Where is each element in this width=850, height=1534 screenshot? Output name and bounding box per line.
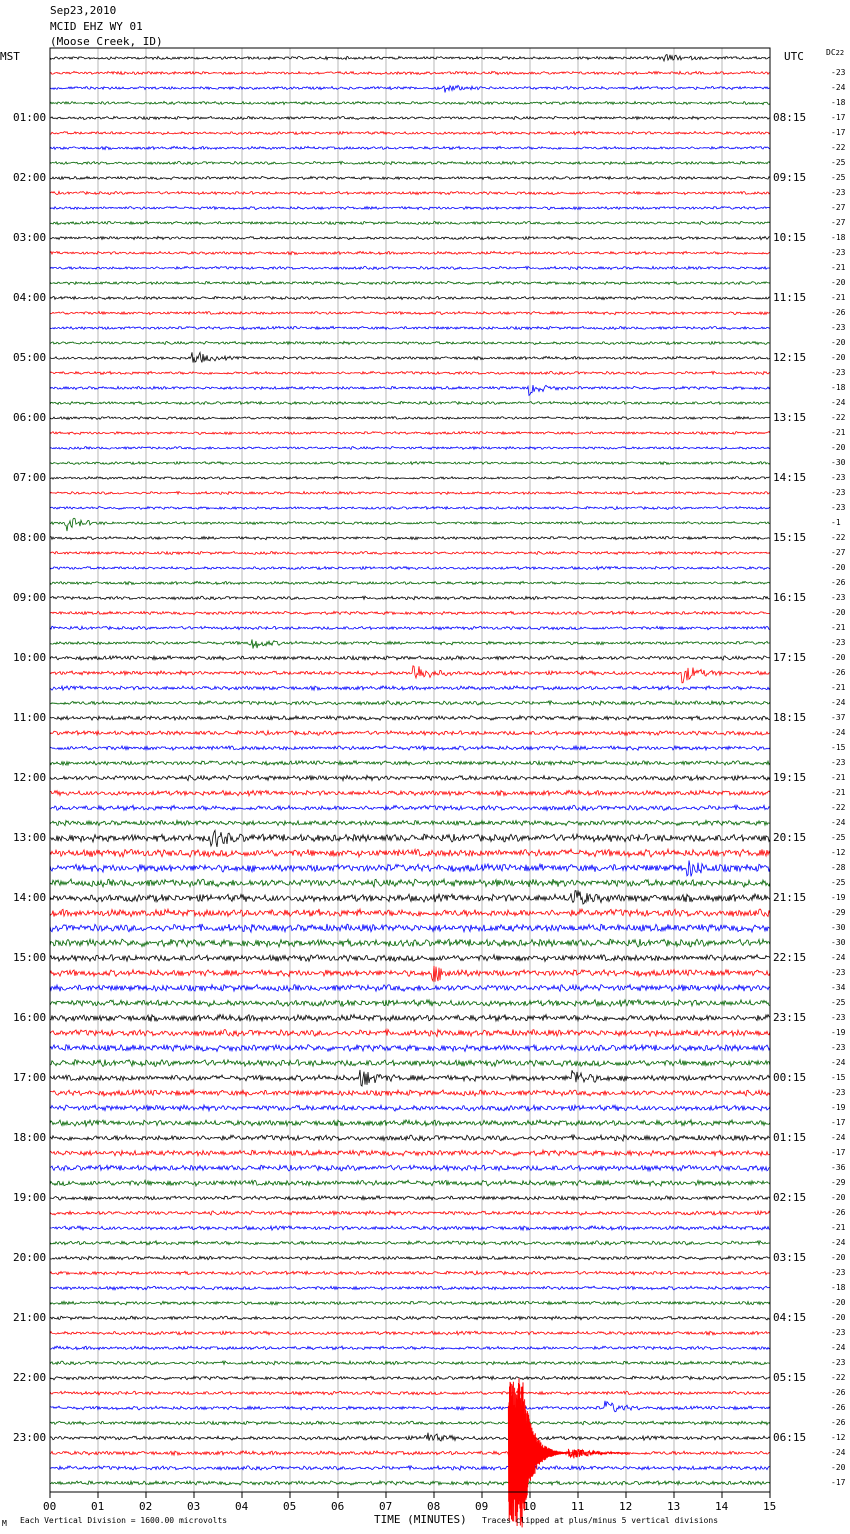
- trace-blue: [50, 266, 770, 269]
- utc-hour-label: 04:15: [773, 1311, 807, 1324]
- utc-hour-label: 15:15: [773, 531, 807, 544]
- utc-hour-label: 02:15: [773, 1191, 807, 1204]
- trace-green: [50, 462, 770, 465]
- mst-hour-label: 17:00: [13, 1071, 47, 1084]
- dc-offset-label: -17: [831, 1118, 846, 1127]
- trace-green: [50, 1060, 770, 1067]
- dc-offset-label: -26: [831, 1418, 846, 1427]
- trace-red: [50, 1391, 770, 1395]
- mst-hour-label: 10:00: [13, 651, 47, 664]
- trace-black: [50, 352, 770, 362]
- dc-offset-label: -24: [831, 1343, 846, 1352]
- trace-red: [50, 1331, 770, 1335]
- trace-black: [50, 1376, 770, 1380]
- trace-blue: [50, 861, 770, 877]
- dc-offset-label: -26: [831, 308, 846, 317]
- dc-offset-label: -25: [831, 158, 846, 167]
- dc-offset-label: -20: [831, 1253, 846, 1262]
- trace-red: [50, 1271, 770, 1275]
- dc-offset-label: -26: [831, 668, 846, 677]
- utc-hour-label: 05:15: [773, 1371, 807, 1384]
- trace-red: [50, 1090, 770, 1096]
- dc-offset-label: -25: [831, 878, 846, 887]
- dc-offset-label: -23: [831, 503, 846, 512]
- x-tick-label: 13: [667, 1500, 681, 1513]
- dc-offset-label: -37: [831, 713, 846, 722]
- dc-offset-label: -20: [831, 1193, 846, 1202]
- dc-offset-label: -21: [831, 428, 846, 437]
- trace-green: [50, 518, 770, 531]
- dc-offset-label: -24: [831, 698, 846, 707]
- utc-hour-label: 11:15: [773, 291, 807, 304]
- dc-offset-label: -21: [831, 1223, 846, 1232]
- utc-axis-label: UTC: [784, 50, 804, 63]
- mst-hour-label: 02:00: [13, 171, 47, 184]
- trace-blue: [50, 326, 770, 329]
- mst-hour-label: 07:00: [13, 471, 47, 484]
- dc-offset-label: -23: [831, 758, 846, 767]
- trace-black: [50, 236, 770, 239]
- x-tick-label: 10: [523, 1500, 537, 1513]
- trace-green: [50, 879, 770, 887]
- dc-offset-label: -26: [831, 1388, 846, 1397]
- mst-hour-label: 19:00: [13, 1191, 47, 1204]
- trace-green: [50, 701, 770, 705]
- dc-offset-label: -21: [831, 623, 846, 632]
- scale-note: Each Vertical Division = 1600.00 microvolts: [20, 1516, 228, 1525]
- dc-offset-label: -30: [831, 923, 846, 932]
- x-tick-label: 12: [619, 1500, 633, 1513]
- x-axis-title: TIME (MINUTES): [374, 1513, 467, 1526]
- dc-offset-label: -18: [831, 383, 846, 392]
- dc-offset-label: -23: [831, 1043, 846, 1052]
- dc-offset-label: -21: [831, 263, 846, 272]
- clip-note: Traces clipped at plus/minus 5 vertical divisions: [482, 1516, 719, 1525]
- mst-hour-label: 08:00: [13, 531, 47, 544]
- dc-offset-label: -24: [831, 818, 846, 827]
- utc-hour-label: 22:15: [773, 951, 807, 964]
- trace-green: [50, 1481, 770, 1485]
- trace-green: [50, 1120, 770, 1126]
- dc-offset-label: -26: [831, 1403, 846, 1412]
- utc-hour-label: 06:15: [773, 1431, 807, 1444]
- dc-offset-label: -22: [831, 413, 846, 422]
- dc-offset-label: -15: [831, 1073, 846, 1082]
- station-label: MCID EHZ WY 01: [50, 20, 143, 33]
- dc-offset-label: -18: [831, 233, 846, 242]
- dc-offset-label: -26: [831, 578, 846, 587]
- dc-offset-label: -12: [831, 848, 846, 857]
- dc-offset-label: -20: [831, 278, 846, 287]
- trace-red: [50, 551, 770, 554]
- trace-blue: [50, 746, 770, 751]
- mst-hour-label: 16:00: [13, 1011, 47, 1024]
- trace-blue: [50, 1226, 770, 1230]
- trace-blue: [50, 85, 770, 92]
- dc-offset-label: -30: [831, 458, 846, 467]
- date-label: Sep23,2010: [50, 4, 117, 17]
- dc-offset-label: -23: [831, 1358, 846, 1367]
- trace-black: [50, 955, 770, 962]
- trace-black: [50, 1135, 770, 1141]
- dc-offset-label: -20: [831, 353, 846, 362]
- x-tick-label: 04: [235, 1500, 249, 1513]
- mst-hour-label: 14:00: [13, 891, 47, 904]
- dc-offset-label: -19: [831, 893, 846, 902]
- trace-blue: [50, 567, 770, 570]
- trace-black: [50, 417, 770, 420]
- trace-black: [50, 775, 770, 780]
- trace-blue: [50, 1105, 770, 1111]
- trace-blue: [50, 146, 770, 149]
- dc-offset-label: -15: [831, 743, 846, 752]
- dc-offset-label: -20: [831, 338, 846, 347]
- dc-offset-label: -20: [831, 1298, 846, 1307]
- dc-offset-label: -24: [831, 1133, 846, 1142]
- dc-offset-label: -19: [831, 1103, 846, 1112]
- mst-hour-label: 15:00: [13, 951, 47, 964]
- utc-hour-label: 00:15: [773, 1071, 807, 1084]
- dc-offset-label: -23: [831, 68, 846, 77]
- utc-hour-label: 12:15: [773, 351, 807, 364]
- mst-hour-label: 21:00: [13, 1311, 47, 1324]
- utc-hour-label: 20:15: [773, 831, 807, 844]
- trace-green: [50, 1000, 770, 1007]
- dc-offset-label: -28: [831, 863, 846, 872]
- mst-hour-label: 09:00: [13, 591, 47, 604]
- dc-offset-label: -24: [831, 1058, 846, 1067]
- dc-offset-label: -23: [831, 1328, 846, 1337]
- trace-green: [50, 401, 770, 404]
- dc-offset-label: -20: [831, 1313, 846, 1322]
- dc-offset-label: -25: [831, 833, 846, 842]
- utc-hour-label: 18:15: [773, 711, 807, 724]
- dc-offset-label: -22: [831, 143, 846, 152]
- dc-offset-label: -17: [831, 113, 846, 122]
- trace-red: [50, 731, 770, 736]
- dc-offset-label: -18: [831, 1283, 846, 1292]
- x-tick-label: 08: [427, 1500, 441, 1513]
- dc-offset-label: -21: [831, 293, 846, 302]
- trace-red: [50, 790, 770, 796]
- trace-red: [50, 849, 770, 857]
- seismogram-traces: [50, 55, 770, 1528]
- trace-green: [50, 341, 770, 344]
- trace-red: [50, 966, 770, 982]
- dc-offset-label: -27: [831, 218, 846, 227]
- trace-green: [50, 101, 770, 104]
- trace-red: [50, 371, 770, 374]
- dc-label: DC22: [826, 48, 845, 57]
- trace-green: [50, 161, 770, 164]
- dc-offset-label: -25: [831, 998, 846, 1007]
- trace-blue: [50, 686, 770, 690]
- dc-offset-label: -1: [831, 518, 841, 527]
- trace-blue: [50, 1466, 770, 1470]
- trace-green: [50, 1301, 770, 1305]
- trace-red: [50, 191, 770, 194]
- trace-black: [50, 536, 770, 539]
- dc-offset-label: -30: [831, 938, 846, 947]
- trace-red: [50, 666, 770, 683]
- mst-hour-label: 13:00: [13, 831, 47, 844]
- trace-green: [50, 581, 770, 584]
- dc-offset-label: -24: [831, 398, 846, 407]
- trace-blue: [50, 507, 770, 510]
- dc-offset-label: -29: [831, 1178, 846, 1187]
- utc-hour-label: 17:15: [773, 651, 807, 664]
- trace-black: [50, 656, 770, 660]
- dc-offset-label: -20: [831, 563, 846, 572]
- trace-red: [50, 312, 770, 315]
- dc-offset-label: -18: [831, 98, 846, 107]
- trace-blue: [50, 1165, 770, 1171]
- dc-offset-label: -36: [831, 1163, 846, 1172]
- trace-red: [50, 1029, 770, 1036]
- trace-black: [50, 1316, 770, 1320]
- utc-hour-label: 08:15: [773, 111, 807, 124]
- utc-hour-label: 10:15: [773, 231, 807, 244]
- mst-hour-label: 01:00: [13, 111, 47, 124]
- dc-offset-label: -23: [831, 968, 846, 977]
- dc-offset-label: -21: [831, 788, 846, 797]
- trace-black: [50, 716, 770, 720]
- x-tick-label: 06: [331, 1500, 345, 1513]
- trace-blue: [50, 805, 770, 810]
- dc-offset-label: -29: [831, 908, 846, 917]
- x-tick-label: 00: [43, 1500, 57, 1513]
- mst-hour-label: 20:00: [13, 1251, 47, 1264]
- trace-red: [50, 1447, 770, 1458]
- dc-offset-label: -27: [831, 548, 846, 557]
- trace-green: [50, 1241, 770, 1245]
- dc-offset-label: -23: [831, 248, 846, 257]
- dc-offset-label: -23: [831, 638, 846, 647]
- trace-red: [50, 432, 770, 435]
- trace-green: [50, 221, 770, 224]
- dc-offset-label: -26: [831, 1208, 846, 1217]
- mst-hour-label: 04:00: [13, 291, 47, 304]
- trace-blue: [50, 207, 770, 210]
- time-grid: [50, 48, 770, 1498]
- trace-blue: [50, 447, 770, 450]
- trace-black: [50, 1070, 770, 1086]
- utc-hour-label: 09:15: [773, 171, 807, 184]
- mst-hour-label: 05:00: [13, 351, 47, 364]
- x-tick-label: 15: [763, 1500, 777, 1513]
- mst-hour-label: 22:00: [13, 1371, 47, 1384]
- trace-blue: [50, 1401, 770, 1412]
- trace-red: [50, 251, 770, 254]
- dc-offset-label: -24: [831, 953, 846, 962]
- dc-offset-label: -19: [831, 1028, 846, 1037]
- trace-green: [50, 939, 770, 947]
- dc-offset-label: -21: [831, 773, 846, 782]
- trace-red: [50, 71, 770, 74]
- plot-frame: [50, 48, 770, 1492]
- utc-hour-label: 03:15: [773, 1251, 807, 1264]
- utc-hour-label: 19:15: [773, 771, 807, 784]
- trace-black: [50, 830, 770, 847]
- trace-black: [50, 1256, 770, 1260]
- mst-hour-label: 18:00: [13, 1131, 47, 1144]
- trace-green: [50, 1361, 770, 1365]
- location-label: (Moose Creek, ID): [50, 35, 163, 48]
- utc-hour-label: 13:15: [773, 411, 807, 424]
- trace-blue: [50, 1045, 770, 1052]
- trace-black: [50, 55, 770, 62]
- mst-hour-label: 03:00: [13, 231, 47, 244]
- x-tick-label: 09: [475, 1500, 489, 1513]
- trace-green: [50, 1421, 770, 1425]
- x-tick-label: 14: [715, 1500, 729, 1513]
- x-tick-label: 01: [91, 1500, 105, 1513]
- trace-green: [50, 639, 770, 648]
- trace-blue: [50, 626, 770, 629]
- dc-offset-label: -23: [831, 1268, 846, 1277]
- utc-hour-label: 01:15: [773, 1131, 807, 1144]
- dc-offset-label: -27: [831, 203, 846, 212]
- trace-green: [50, 761, 770, 766]
- dc-offset-label: -23: [831, 1088, 846, 1097]
- trace-red: [50, 492, 770, 495]
- trace-red: [50, 611, 770, 614]
- trace-red: [50, 132, 770, 135]
- trace-blue: [50, 385, 770, 395]
- x-tick-label: 05: [283, 1500, 297, 1513]
- trace-green: [50, 281, 770, 284]
- x-tick-label: 03: [187, 1500, 201, 1513]
- trace-black: [50, 1015, 770, 1022]
- mst-hour-label: 23:00: [13, 1431, 47, 1444]
- mst-hour-label: 06:00: [13, 411, 47, 424]
- dc-offset-label: -12: [831, 1433, 846, 1442]
- dc-offset-label: -22: [831, 533, 846, 542]
- dc-offset-label: -17: [831, 1148, 846, 1157]
- trace-black: [50, 1433, 770, 1441]
- trace-green: [50, 820, 770, 825]
- trace-black: [50, 116, 770, 119]
- dc-offset-label: -20: [831, 1463, 846, 1472]
- trace-green: [50, 1180, 770, 1186]
- dc-offset-label: -24: [831, 728, 846, 737]
- x-tick-label: 07: [379, 1500, 393, 1513]
- utc-hour-label: 14:15: [773, 471, 807, 484]
- trace-red: [50, 1211, 770, 1215]
- utc-hour-label: 21:15: [773, 891, 807, 904]
- dc-offset-label: -21: [831, 683, 846, 692]
- trace-red: [50, 909, 770, 917]
- dc-offset-label: -23: [831, 473, 846, 482]
- dc-offset-label: -24: [831, 1238, 846, 1247]
- dc-offset-label: -24: [831, 83, 846, 92]
- trace-black: [50, 1196, 770, 1200]
- utc-hour-label: 23:15: [773, 1011, 807, 1024]
- trace-black: [50, 890, 770, 904]
- dc-offset-label: -22: [831, 1373, 846, 1382]
- dc-offset-label: -20: [831, 653, 846, 662]
- dc-offset-label: -17: [831, 128, 846, 137]
- dc-offset-label: -20: [831, 443, 846, 452]
- trace-blue: [50, 924, 770, 932]
- trace-blue: [50, 985, 770, 992]
- dc-offset-label: -23: [831, 323, 846, 332]
- dc-offset-label: -22: [831, 803, 846, 812]
- dc-offset-label: -23: [831, 188, 846, 197]
- dc-offset-label: -23: [831, 1013, 846, 1022]
- x-tick-label: 02: [139, 1500, 153, 1513]
- corner-mark: M: [2, 1519, 7, 1528]
- utc-hour-label: 16:15: [773, 591, 807, 604]
- mst-axis-label: MST: [0, 50, 20, 63]
- dc-offset-label: -34: [831, 983, 846, 992]
- mst-hour-label: 11:00: [13, 711, 47, 724]
- dc-offset-label: -24: [831, 1448, 846, 1457]
- trace-black: [50, 296, 770, 299]
- dc-offset-label: -23: [831, 368, 846, 377]
- trace-blue: [50, 1286, 770, 1290]
- trace-black: [50, 176, 770, 179]
- trace-black: [50, 596, 770, 600]
- trace-black: [50, 477, 770, 480]
- dc-offset-label: -23: [831, 488, 846, 497]
- dc-offset-label: -23: [831, 593, 846, 602]
- mst-hour-label: 12:00: [13, 771, 47, 784]
- trace-blue: [50, 1346, 770, 1350]
- x-tick-label: 11: [571, 1500, 585, 1513]
- dc-offset-label: -20: [831, 608, 846, 617]
- dc-offset-label: -25: [831, 173, 846, 182]
- dc-offset-label: -17: [831, 1478, 846, 1487]
- trace-red: [50, 1150, 770, 1156]
